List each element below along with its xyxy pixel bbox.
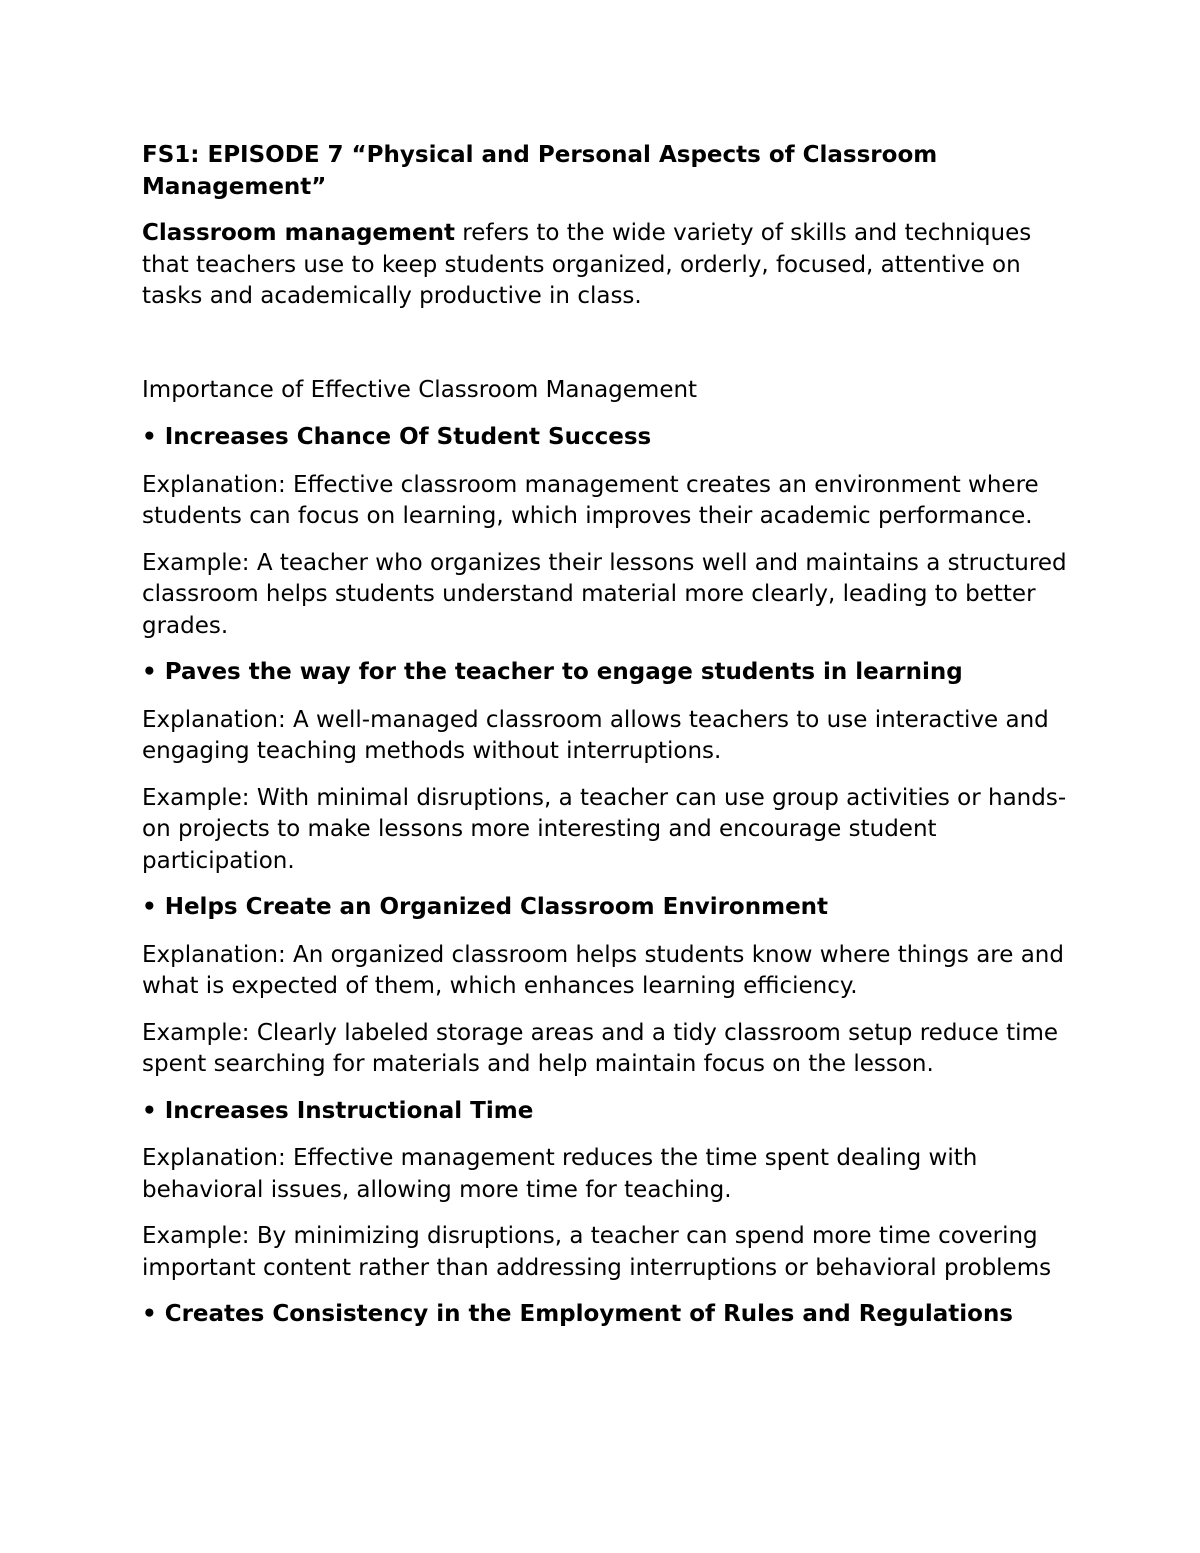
bullet-heading: • Increases Instructional Time [142,1097,534,1124]
final-bullet-heading: • Creates Consistency in the Employment of Rules and Regulations [142,1301,1014,1327]
intro-definition: refers to the wide variety of skills and techniques that teachers use to keep students organized, orderly, focused, attentive on tasks and academically productive in class. [142,220,1032,309]
explanation-paragraph: Explanation: Effective management reduces the time spent dealing with behavioral issues, allowing more time for teaching. [142,1145,978,1203]
document-title: FS1: EPISODE 7 “Physical and Personal Aspects of Classroom Management” [142,142,938,200]
example-paragraph: Example: With minimal disruptions, a teacher can use group activities or hands-on projects to make lessons more interesting and encourage student participation. [142,784,1067,874]
section-heading: Importance of Effective Classroom Management [142,376,698,403]
bullet-heading: • Helps Create an Organized Classroom Environment [142,894,829,920]
explanation-paragraph: Explanation: Effective classroom management creates an environment where students can focus on learning, which improves their academic performance. [142,471,1039,529]
blank-line [142,328,1072,375]
intro-term: Classroom management [142,220,455,246]
example-paragraph: Example: A teacher who organizes their lessons well and maintains a structured classroom helps students understand material more clearly, leading to better grades. [142,549,1067,639]
intro-paragraph [142,218,1072,313]
explanation-paragraph: Explanation: A well-managed classroom allows teachers to use interactive and engaging teaching methods without interruptions. [142,706,1049,764]
example-paragraph: Example: By minimizing disruptions, a teacher can spend more time covering important content rather than addressing interruptions or behavioral problems [142,1223,1052,1281]
bullet-heading: • Increases Chance Of Student Success [142,424,652,450]
example-paragraph: Example: Clearly labeled storage areas and a tidy classroom setup reduce time spent searching for materials and help maintain focus on the lesson. [142,1019,1059,1077]
explanation-paragraph: Explanation: An organized classroom helps students know where things are and what is expected of them, which enhances learning efficiency. [142,941,1064,999]
document-page [142,140,1072,1347]
bullet-heading: • Paves the way for the teacher to engage students in learning [142,659,963,685]
